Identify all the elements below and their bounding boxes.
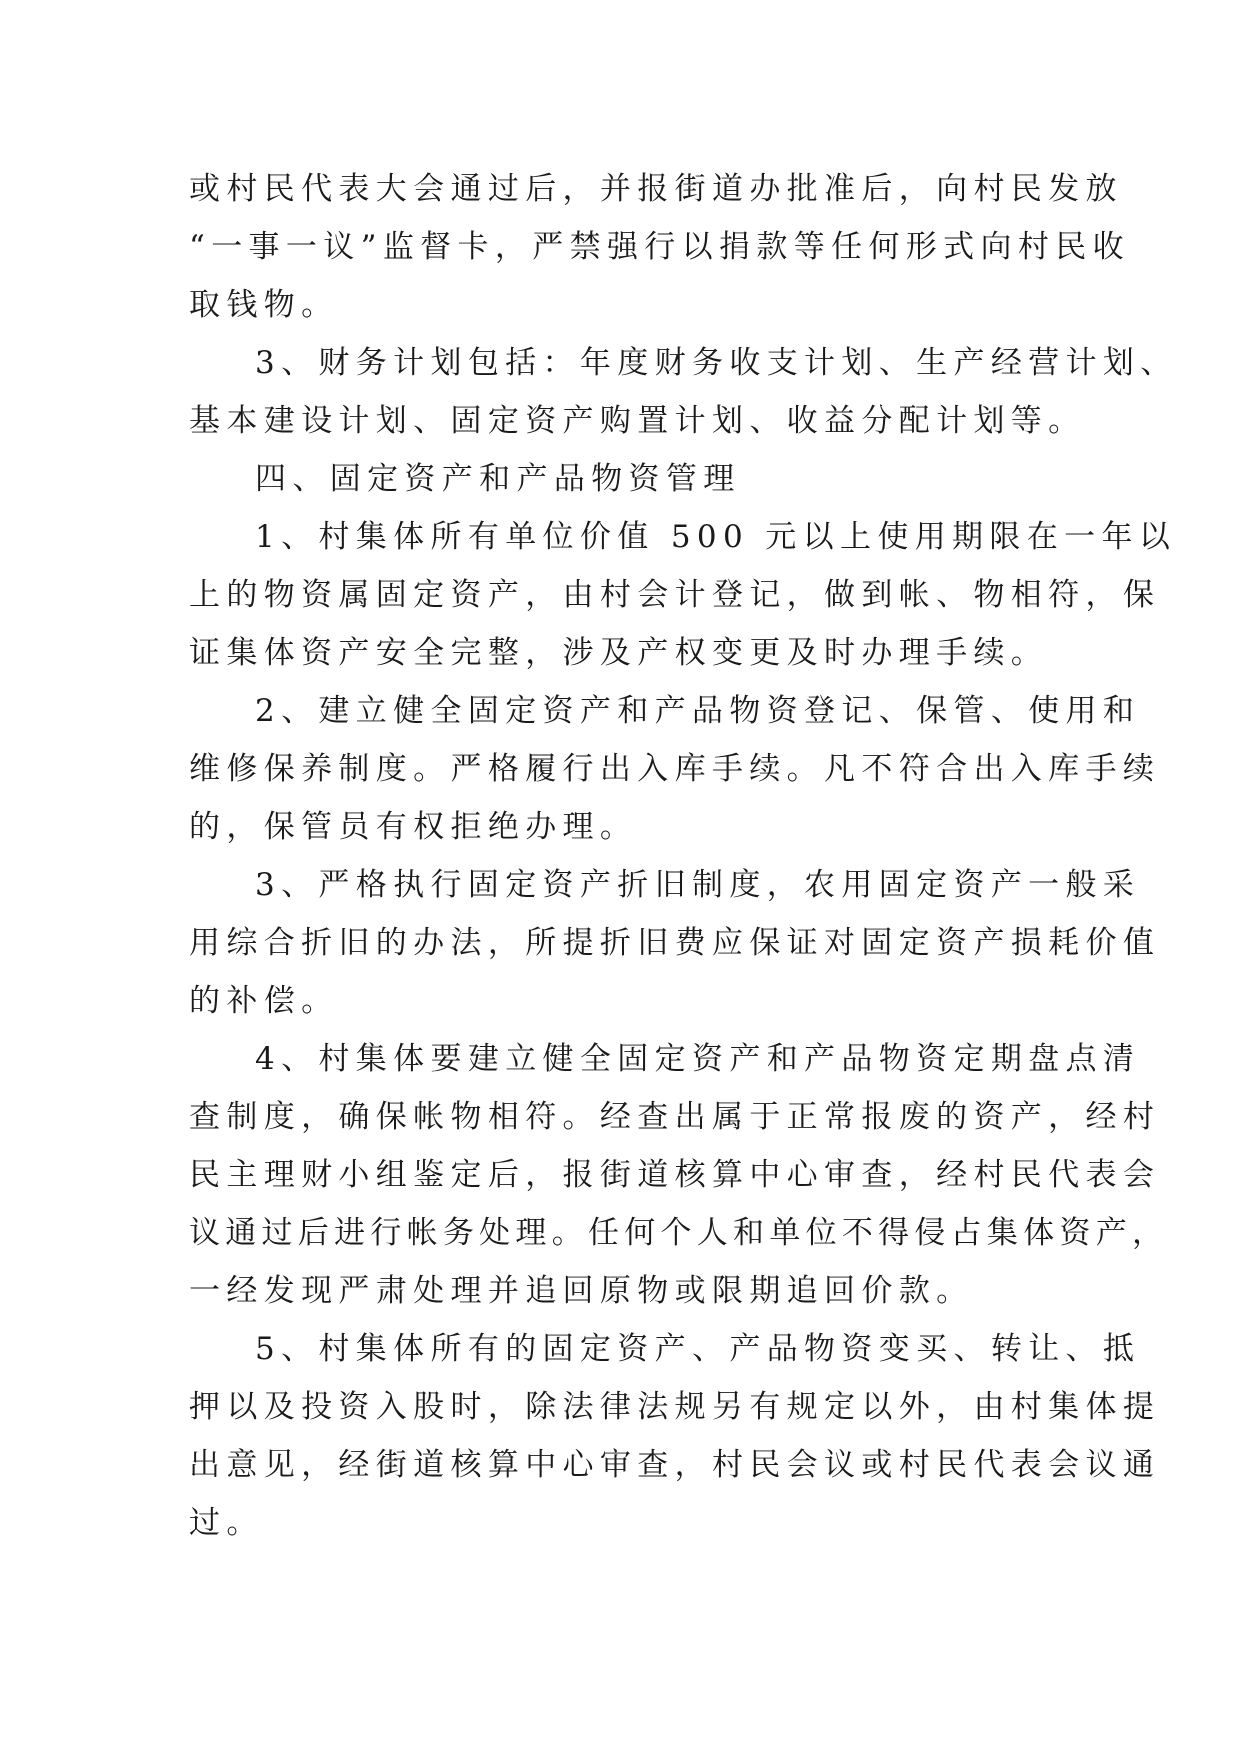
text-line: 维修保养制度。严格履行出入库手续。凡不符合出入库手续 bbox=[189, 751, 1161, 787]
text-line: 押以及投资入股时，除法律法规另有规定以外，由村集体提 bbox=[189, 1389, 1161, 1425]
text-line: 3、严格执行固定资产折旧制度，农用固定资产一般采 bbox=[255, 867, 1141, 903]
text-line: 5、村集体所有的固定资产、产品物资变买、转让、抵 bbox=[255, 1331, 1141, 1367]
text-line: 1、村集体所有单位价值 500 元以上使用期限在一年以 bbox=[255, 519, 1177, 555]
text-line: “一事一议”监督卡，严禁强行以捐款等任何形式向村民收 bbox=[189, 229, 1130, 265]
text-line: 一经发现严肃处理并追回原物或限期追回价款。 bbox=[189, 1273, 974, 1309]
text-line: 的，保管员有权拒绝办理。 bbox=[189, 809, 638, 845]
text-line: 或村民代表大会通过后，并报街道办批准后，向村民发放 bbox=[189, 171, 1123, 207]
text-line: 3、财务计划包括：年度财务收支计划、生产经营计划、 bbox=[255, 345, 1178, 381]
text-line: 查制度，确保帐物相符。经查出属于正常报废的资产，经村 bbox=[189, 1099, 1161, 1135]
text-line: 上的物资属固定资产，由村会计登记，做到帐、物相符，保 bbox=[189, 577, 1161, 613]
text-line: 取钱物。 bbox=[189, 287, 339, 323]
text-line: 民主理财小组鉴定后，报街道核算中心审查，经村民代表会 bbox=[189, 1157, 1161, 1193]
text-line: 用综合折旧的办法，所提折旧费应保证对固定资产损耗价值 bbox=[189, 925, 1161, 961]
text-line: 证集体资产安全完整，涉及产权变更及时办理手续。 bbox=[189, 635, 1049, 671]
text-line: 4、村集体要建立健全固定资产和产品物资定期盘点清 bbox=[255, 1041, 1141, 1077]
text-line: 的补偿。 bbox=[189, 983, 339, 1019]
section-heading: 四、固定资产和产品物资管理 bbox=[255, 461, 741, 497]
text-line: 过。 bbox=[189, 1505, 264, 1541]
text-line: 2、建立健全固定资产和产品物资登记、保管、使用和 bbox=[255, 693, 1141, 729]
text-line: 基本建设计划、固定资产购置计划、收益分配计划等。 bbox=[189, 403, 1086, 439]
text-line: 出意见，经街道核算中心审查，村民会议或村民代表会议通 bbox=[189, 1447, 1161, 1483]
text-line: 议通过后进行帐务处理。任何个人和单位不得侵占集体资产， bbox=[189, 1215, 1169, 1251]
